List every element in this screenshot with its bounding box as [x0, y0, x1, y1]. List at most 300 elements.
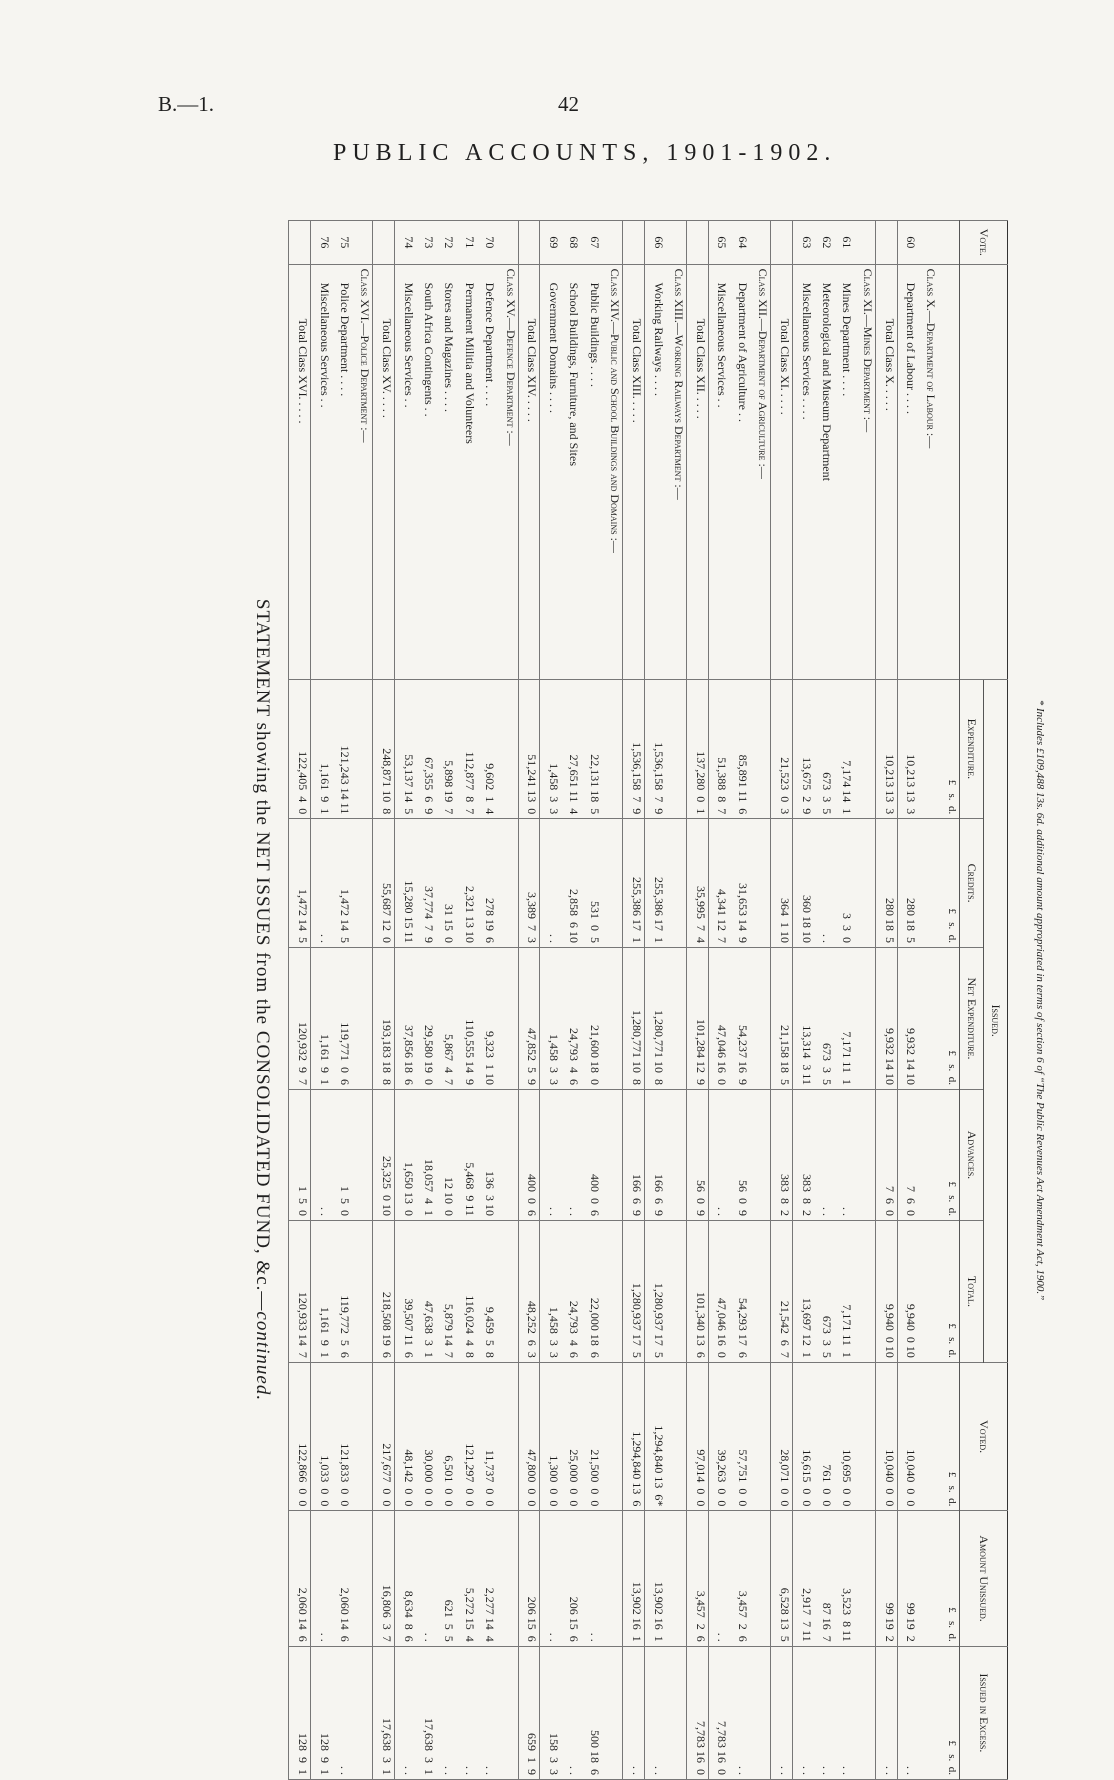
row-label: Defence Department . . . . — [483, 282, 498, 407]
amount-adv: 383 8 2 — [771, 1089, 793, 1220]
amount-adv: 383 8 2 — [793, 1089, 814, 1220]
caption-text: STATEMENT showing the NET ISSUES from the CONSOLIDATED FUND, &c.— — [252, 598, 273, 1312]
row-label: South Africa Contingents . . — [422, 282, 437, 417]
row-label: Class X.—Department of Labour :— — [924, 268, 939, 449]
units-cell: £ s. d. — [938, 1646, 959, 1779]
total-row — [518, 221, 540, 1780]
amount-cred: 1,472 14 5 — [332, 819, 352, 948]
amount-net — [497, 948, 518, 1090]
amount-tot: 21,542 6 7 — [771, 1220, 793, 1362]
amount-cred — [854, 819, 875, 948]
amount-tot: 1,458 3 3 — [540, 1220, 561, 1362]
amount-exp: 1,458 3 3 — [540, 679, 561, 819]
table-row — [332, 221, 352, 1780]
vote-number: 74 — [395, 221, 416, 265]
amount-exc: 7,783 16 0 — [687, 1646, 709, 1779]
amount-unis: 3,523 8 11 — [834, 1511, 854, 1646]
footnote: * Includes £109,488 13s. 6d. additional amount appropriated in terms of section 6 of “The Public Revenues Act Amendment Act, 1900.” — [1034, 699, 1046, 1301]
amount-voted: 1,300 0 0 — [540, 1362, 561, 1510]
amount-exp: 121,243 14 11 — [332, 679, 352, 819]
amount-exc: 7,783 16 0 — [708, 1646, 729, 1779]
amount-unis: 13,902 16 1 — [644, 1511, 665, 1646]
amount-tot: 116,024 4 8 — [456, 1220, 476, 1362]
row-label: Public Buildings . . . . — [587, 282, 602, 387]
amount-net: 1,280,771 10 8 — [623, 948, 645, 1090]
class-heading-row — [352, 221, 373, 1780]
amount-cred: 35,995 7 4 — [687, 819, 709, 948]
amount-net — [854, 948, 875, 1090]
amount-adv: . . — [540, 1089, 561, 1220]
vote-number: 71 — [456, 221, 476, 265]
amount-tot — [497, 1220, 518, 1362]
amount-exc: . . — [436, 1646, 456, 1779]
amount-tot: 9,940 0 10 — [875, 1220, 897, 1362]
amount-unis: 206 15 6 — [561, 1511, 581, 1646]
amount-cred: . . — [311, 819, 332, 948]
amount-cred: 2,858 6 10 — [561, 819, 581, 948]
amount-adv — [602, 1089, 623, 1220]
vote-number — [750, 221, 771, 265]
amount-adv: 12 10 0 — [436, 1089, 456, 1220]
amount-net: 1,458 3 3 — [540, 948, 561, 1090]
amount-adv: . . — [814, 1089, 834, 1220]
row-label: Permanent Militia and Volunteers — [462, 282, 477, 444]
amount-exc: 158 3 3 — [540, 1646, 561, 1779]
amount-voted: 57,751 0 0 — [729, 1362, 749, 1510]
amount-tot: 54,293 17 6 — [729, 1220, 749, 1362]
amount-unis — [750, 1511, 771, 1646]
amount-adv: 400 0 6 — [581, 1089, 601, 1220]
amount-exp: 51,388 8 7 — [708, 679, 729, 819]
vote-number: 70 — [477, 221, 497, 265]
amount-tot: 47,046 16 0 — [708, 1220, 729, 1362]
amount-adv: . . — [708, 1089, 729, 1220]
amount-cred: 4,341 12 7 — [708, 819, 729, 948]
table-row — [416, 221, 436, 1780]
table-row — [708, 221, 729, 1780]
amount-unis: 2,917 7 11 — [793, 1511, 814, 1646]
amount-adv: 166 6 9 — [644, 1089, 665, 1220]
row-label: Total Class XVI. . . . . — [296, 318, 311, 424]
currency-units-row — [938, 221, 959, 1780]
total-row — [373, 221, 395, 1780]
amount-adv: 18,057 4 1 — [416, 1089, 436, 1220]
amount-voted — [750, 1362, 771, 1510]
amount-tot: 1,161 9 1 — [311, 1220, 332, 1362]
amount-unis: 13,902 16 1 — [623, 1511, 645, 1646]
vote-number: 73 — [416, 221, 436, 265]
vote-number: 60 — [897, 221, 918, 265]
amount-tot: 5,879 14 7 — [436, 1220, 456, 1362]
amount-voted: 121,297 0 0 — [456, 1362, 476, 1510]
class-heading-row — [497, 221, 518, 1780]
amount-exc: 659 1 9 — [518, 1646, 540, 1779]
total-row — [623, 221, 645, 1780]
amount-tot: 101,340 13 6 — [687, 1220, 709, 1362]
table-row — [897, 221, 918, 1780]
amount-adv — [750, 1089, 771, 1220]
vote-number — [854, 221, 875, 265]
amount-exp: 22,131 18 5 — [581, 679, 601, 819]
amount-unis: 2,060 14 6 — [332, 1511, 352, 1646]
table-row — [395, 221, 416, 1780]
amount-voted: 97,014 0 0 — [687, 1362, 709, 1510]
amount-adv: 7 6 0 — [897, 1089, 918, 1220]
amount-cred: . . — [814, 819, 834, 948]
amount-net — [352, 948, 373, 1090]
amount-exp: 27,651 11 4 — [561, 679, 581, 819]
amount-exp: 10,213 13 3 — [875, 679, 897, 819]
amount-voted: 10,040 0 0 — [897, 1362, 918, 1510]
amount-exp: 85,891 11 6 — [729, 679, 749, 819]
vote-number: 62 — [814, 221, 834, 265]
row-label: Total Class X. . . . . — [882, 318, 897, 411]
amount-cred: . . — [540, 819, 561, 948]
amount-cred: 280 18 5 — [875, 819, 897, 948]
amount-exc: . . — [395, 1646, 416, 1779]
amount-voted: 761 0 0 — [814, 1362, 834, 1510]
amount-voted: 16,615 0 0 — [793, 1362, 814, 1510]
amount-unis: . . — [416, 1511, 436, 1646]
vote-number: 75 — [332, 221, 352, 265]
amount-net: 47,046 16 0 — [708, 948, 729, 1090]
amount-voted: 1,033 0 0 — [311, 1362, 332, 1510]
amount-exc: . . — [793, 1646, 814, 1779]
table-row — [581, 221, 601, 1780]
amount-voted: 1,294,840 13 6 — [623, 1362, 645, 1510]
amount-exc: . . — [771, 1646, 793, 1779]
amount-voted: 122,866 0 0 — [289, 1362, 311, 1510]
amount-tot: 48,252 6 3 — [518, 1220, 540, 1362]
vote-number — [352, 221, 373, 265]
amount-net: 37,856 18 6 — [395, 948, 416, 1090]
amount-voted — [602, 1362, 623, 1510]
row-label: Miscellaneous Services . . — [715, 282, 730, 408]
vote-header: Vote. — [960, 221, 1008, 265]
vote-number — [623, 221, 645, 265]
amount-exc: . . — [897, 1646, 918, 1779]
amount-exp — [918, 679, 938, 819]
row-label: Class XIII.—Working Railways Department :— — [672, 268, 687, 500]
vote-number — [918, 221, 938, 265]
amount-tot: 119,772 5 6 — [332, 1220, 352, 1362]
amount-net: 13,314 3 11 — [793, 948, 814, 1090]
row-label: Class XV.—Defence Department :— — [503, 268, 518, 446]
vote-number: 61 — [834, 221, 854, 265]
amount-net: 24,793 4 6 — [561, 948, 581, 1090]
amount-tot — [352, 1220, 373, 1362]
amount-cred — [497, 819, 518, 948]
row-label: Total Class XV. . . . . — [380, 318, 395, 418]
vote-number — [666, 221, 687, 265]
table-row — [793, 221, 814, 1780]
amount-tot — [602, 1220, 623, 1362]
amount-exp — [352, 679, 373, 819]
amount-unis: 5,272 15 4 — [456, 1511, 476, 1646]
amount-exc: . . — [644, 1646, 665, 1779]
amount-exc: . . — [834, 1646, 854, 1779]
table-row — [436, 221, 456, 1780]
amount-cred — [352, 819, 373, 948]
amount-exp — [750, 679, 771, 819]
vote-number — [687, 221, 709, 265]
amount-tot: 47,638 3 1 — [416, 1220, 436, 1362]
class-heading-row — [918, 221, 938, 1780]
amount-exp: 10,213 13 3 — [897, 679, 918, 819]
amount-tot: 39,507 11 6 — [395, 1220, 416, 1362]
row-label: Working Railways . . . . — [651, 282, 666, 397]
total-row — [289, 221, 311, 1780]
credits-header: Credits. — [960, 819, 984, 948]
amount-tot: 22,000 18 6 — [581, 1220, 601, 1362]
amount-voted: 121,833 0 0 — [332, 1362, 352, 1510]
table-row — [456, 221, 476, 1780]
total-row — [687, 221, 709, 1780]
total-header: Total. — [960, 1220, 984, 1362]
amount-net: 1,161 9 1 — [311, 948, 332, 1090]
amount-exc: 128 9 1 — [311, 1646, 332, 1779]
amount-exp: 53,137 14 5 — [395, 679, 416, 819]
units-cell: £ s. d. — [938, 1220, 959, 1362]
amount-voted: 48,142 0 0 — [395, 1362, 416, 1510]
amount-net — [666, 948, 687, 1090]
amount-exc: . . — [332, 1646, 352, 1779]
amount-exp: 248,871 10 8 — [373, 679, 395, 819]
amount-net: 5,867 4 7 — [436, 948, 456, 1090]
amount-voted: 21,500 0 0 — [581, 1362, 601, 1510]
amount-exc: 128 9 1 — [289, 1646, 311, 1779]
row-label: Class XII.—Department of Agriculture :— — [756, 268, 771, 479]
amount-voted: 39,263 0 0 — [708, 1362, 729, 1510]
amount-exp: 1,536,158 7 9 — [623, 679, 645, 819]
amount-adv — [352, 1089, 373, 1220]
row-label: Miscellaneous Services . . — [401, 282, 416, 408]
amount-exc: . . — [456, 1646, 476, 1779]
units-cell: £ s. d. — [938, 1362, 959, 1510]
class-heading-row — [602, 221, 623, 1780]
amount-adv: 56 0 9 — [729, 1089, 749, 1220]
table-row — [477, 221, 497, 1780]
amount-cred: 2,321 13 10 — [456, 819, 476, 948]
amount-tot — [750, 1220, 771, 1362]
amount-unis: . . — [581, 1511, 601, 1646]
row-label: Total Class XI. . . . . — [778, 318, 793, 415]
amount-adv: 400 0 6 — [518, 1089, 540, 1220]
amount-cred: 15,280 15 11 — [395, 819, 416, 948]
amount-net: 110,555 14 9 — [456, 948, 476, 1090]
amount-cred: 360 18 10 — [793, 819, 814, 948]
amount-adv — [497, 1089, 518, 1220]
amount-voted — [854, 1362, 875, 1510]
amount-tot: 9,940 0 10 — [897, 1220, 918, 1362]
amount-unis: 87 16 7 — [814, 1511, 834, 1646]
amount-net: 1,280,771 10 8 — [644, 948, 665, 1090]
amount-net: 193,183 18 8 — [373, 948, 395, 1090]
amount-exc: . . — [875, 1646, 897, 1779]
amount-exp — [854, 679, 875, 819]
amount-adv: 7 6 0 — [875, 1089, 897, 1220]
amount-cred — [750, 819, 771, 948]
vote-number: 72 — [436, 221, 456, 265]
amount-adv: 1 5 0 — [289, 1089, 311, 1220]
amount-unis: . . — [540, 1511, 561, 1646]
page-header-reference: B.—1. — [158, 92, 215, 116]
amount-unis: 6,528 13 5 — [771, 1511, 793, 1646]
amount-exc: 17,638 3 1 — [416, 1646, 436, 1779]
table-row — [729, 221, 749, 1780]
amount-voted — [918, 1362, 938, 1510]
vote-number: 67 — [581, 221, 601, 265]
statement-caption — [251, 220, 273, 1780]
amount-tot: 673 3 5 — [814, 1220, 834, 1362]
amount-unis: 2,277 14 4 — [477, 1511, 497, 1646]
vote-number — [771, 221, 793, 265]
table-row — [814, 221, 834, 1780]
amount-unis: 99 19 2 — [897, 1511, 918, 1646]
amount-tot: 13,697 12 1 — [793, 1220, 814, 1362]
amount-exp: 21,523 0 3 — [771, 679, 793, 819]
row-label: Total Class XIV. . . . . — [525, 318, 540, 422]
amount-unis — [352, 1511, 373, 1646]
vote-number — [373, 221, 395, 265]
amount-net: 21,600 18 0 — [581, 948, 601, 1090]
amount-unis: 16,806 3 7 — [373, 1511, 395, 1646]
amount-net — [918, 948, 938, 1090]
amount-tot — [666, 1220, 687, 1362]
amount-voted: 10,695 0 0 — [834, 1362, 854, 1510]
amount-voted: 11,737 0 0 — [477, 1362, 497, 1510]
amount-adv: 166 6 9 — [623, 1089, 645, 1220]
amount-unis: 621 5 5 — [436, 1511, 456, 1646]
amount-exp: 9,602 1 4 — [477, 679, 497, 819]
row-label: Stores and Magazines . . . . — [442, 282, 457, 412]
amount-cred: 255,386 17 1 — [644, 819, 665, 948]
row-label: Meteorological and Museum Department — [819, 282, 834, 481]
row-label: Department of Labour . . . . — [904, 282, 919, 414]
amount-tot — [854, 1220, 875, 1362]
units-cell: £ s. d. — [938, 1511, 959, 1646]
amount-voted — [666, 1362, 687, 1510]
amount-voted: 6,501 0 0 — [436, 1362, 456, 1510]
net-expenditure-header: Net Expenditure. — [960, 948, 984, 1090]
row-label: Class XVI.—Police Department :— — [358, 268, 373, 443]
amount-cred: 255,386 17 1 — [623, 819, 645, 948]
amount-unis: 8,634 8 6 — [395, 1511, 416, 1646]
amount-exp: 137,280 0 1 — [687, 679, 709, 819]
amount-adv — [666, 1089, 687, 1220]
amount-net: 7,171 11 1 — [834, 948, 854, 1090]
vote-number — [518, 221, 540, 265]
amount-voted: 10,040 0 0 — [875, 1362, 897, 1510]
amount-unis: . . — [311, 1511, 332, 1646]
amount-cred: 1,472 14 5 — [289, 819, 311, 948]
amount-unis: 3,457 2 6 — [729, 1511, 749, 1646]
amount-tot: 9,459 5 8 — [477, 1220, 497, 1362]
vote-number: 65 — [708, 221, 729, 265]
page-title: PUBLIC ACCOUNTS, 1901-1902. — [333, 140, 837, 166]
amount-adv: . . — [561, 1089, 581, 1220]
amount-tot: 218,508 19 6 — [373, 1220, 395, 1362]
voted-header: Voted. — [960, 1362, 1008, 1510]
amount-cred: 280 18 5 — [897, 819, 918, 948]
excess-header: Issued in Excess. — [960, 1646, 1008, 1779]
issued-header: Issued. — [984, 679, 1008, 1362]
amount-unis: 99 19 2 — [875, 1511, 897, 1646]
vote-number: 76 — [311, 221, 332, 265]
amount-tot: 120,933 14 7 — [289, 1220, 311, 1362]
amount-net: 673 3 5 — [814, 948, 834, 1090]
table-row — [644, 221, 665, 1780]
amount-cred: 364 1 10 — [771, 819, 793, 948]
amount-exp: 1,536,158 7 9 — [644, 679, 665, 819]
rotated-statement — [148, 220, 1046, 1780]
units-cell: £ s. d. — [938, 948, 959, 1090]
amount-net: 54,237 16 9 — [729, 948, 749, 1090]
row-label: Government Domains . . . . — [546, 282, 561, 413]
vote-number — [875, 221, 897, 265]
row-label: Police Department . . . . — [337, 282, 352, 397]
vote-number: 69 — [540, 221, 561, 265]
amount-unis — [918, 1511, 938, 1646]
expenditure-header: Expenditure. — [960, 679, 984, 819]
table-row — [834, 221, 854, 1780]
amount-adv: 25,325 0 10 — [373, 1089, 395, 1220]
amount-unis: 206 15 6 — [518, 1511, 540, 1646]
amount-exp — [666, 679, 687, 819]
amount-exp: 7,174 14 1 — [834, 679, 854, 819]
class-heading-row — [854, 221, 875, 1780]
amount-adv — [854, 1089, 875, 1220]
amount-exc: 17,638 3 1 — [373, 1646, 395, 1779]
vote-number: 63 — [793, 221, 814, 265]
row-label: Class XI.—Mines Department :— — [860, 268, 875, 433]
statement-rows — [289, 221, 960, 1780]
row-label: Department of Agriculture . . — [735, 282, 750, 422]
amount-cred: 37,774 7 9 — [416, 819, 436, 948]
amount-cred: 531 0 5 — [581, 819, 601, 948]
amount-net: 29,580 19 0 — [416, 948, 436, 1090]
total-row — [875, 221, 897, 1780]
amount-unis: . . — [708, 1511, 729, 1646]
amount-adv: 136 3 10 — [477, 1089, 497, 1220]
units-cell: £ s. d. — [938, 819, 959, 948]
amount-cred: 3 3 0 — [834, 819, 854, 948]
amount-adv: 5,468 9 11 — [456, 1089, 476, 1220]
amount-exc: . . — [477, 1646, 497, 1779]
unissued-header: Amount Unissued. — [960, 1511, 1008, 1646]
amount-net: 120,932 9 7 — [289, 948, 311, 1090]
row-label: Total Class XIII. . . . . — [629, 318, 644, 423]
amount-tot — [918, 1220, 938, 1362]
amount-net: 9,323 1 10 — [477, 948, 497, 1090]
amount-unis — [666, 1511, 687, 1646]
amount-voted: 47,800 0 0 — [518, 1362, 540, 1510]
total-row — [771, 221, 793, 1780]
amount-voted: 25,000 0 0 — [561, 1362, 581, 1510]
amount-adv: 1 5 0 — [332, 1089, 352, 1220]
class-heading-row — [666, 221, 687, 1780]
row-label: Mines Department . . . . — [840, 282, 855, 397]
amount-tot: 1,280,937 17 5 — [644, 1220, 665, 1362]
amount-unis — [602, 1511, 623, 1646]
amount-tot: 7,171 11 1 — [834, 1220, 854, 1362]
amount-unis — [497, 1511, 518, 1646]
amount-voted: 28,071 0 0 — [771, 1362, 793, 1510]
description-header — [960, 264, 1008, 679]
amount-cred: 31 15 0 — [436, 819, 456, 948]
advances-header: Advances. — [960, 1089, 984, 1220]
row-label: Class XIV.—Public and School Buildings and Domains :— — [608, 268, 623, 553]
